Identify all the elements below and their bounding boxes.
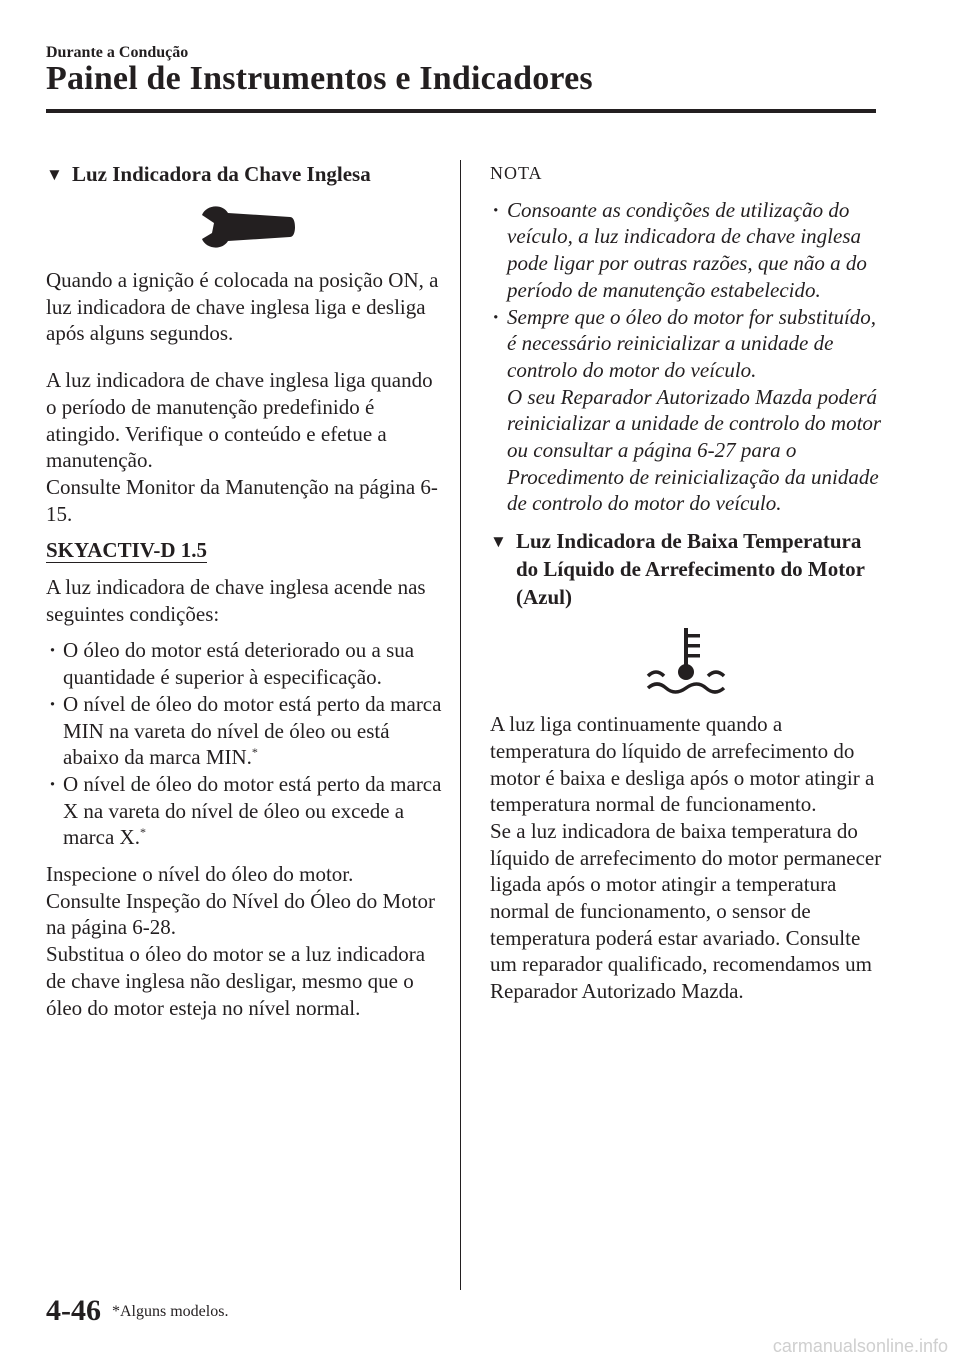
list-item: · Sempre que o óleo do motor for substituído, é necessário reinicializar a unidade de controlo do motor do veículo. O seu Reparador Autorizado Mazda poderá reinicializar a unidade de controlo do motor ou consultar a página 6-27 para o Procedimento de reinicialização da unidade de controlo do motor do veículo. bbox=[490, 304, 882, 518]
chapter-title: Painel de Instrumentos e Indicadores bbox=[46, 60, 593, 97]
coolant-section-heading bbox=[490, 527, 882, 611]
skyactiv-paragraph-1: Inspecione o nível do óleo do motor. bbox=[46, 862, 354, 887]
wrench-heading-text: Luz Indicadora da Chave Inglesa bbox=[72, 162, 371, 186]
left-column bbox=[46, 160, 446, 1021]
skyactiv-subheading: SKYACTIV-D 1.5 bbox=[46, 538, 208, 563]
section-label: Durante a Condução bbox=[46, 44, 189, 61]
coolant-paragraph-2: Se a luz indicadora de baixa temperatura do líquido de arrefecimento do motor permanecer ligada após o motor atingir a temperatura normal de funcionamento, o sensor de temperatura poderá estar avariado. Consulte um reparador qualificado, recomendamos um Reparador Autorizado Mazda. bbox=[490, 818, 882, 1004]
coolant-heading-text: Luz Indicadora de Baixa Temperatura do Líquido de Arrefecimento do Motor (Azul) bbox=[516, 529, 865, 610]
right-column bbox=[490, 160, 882, 1005]
wrench-paragraph-3: Consulte Monitor da Manutenção na página 6-15. bbox=[46, 474, 438, 526]
list-item: · O óleo do motor está deteriorado ou a sua quantidade é superior à especificação. bbox=[46, 637, 446, 690]
page-number: 4-46 bbox=[46, 1294, 101, 1327]
nota-bullet-list bbox=[490, 197, 882, 517]
list-item: · Consoante as condições de utilização do veículo, a luz indicadora de chave inglesa pode ligar por outras razões, que não a do período de manutenção estabelecido. bbox=[490, 197, 882, 304]
skyactiv-paragraph-2: Consulte Inspeção do Nível do Óleo do Motor na página 6-28. bbox=[46, 888, 436, 940]
skyactiv-intro: A luz indicadora de chave inglesa acende nas seguintes condições: bbox=[46, 575, 426, 626]
coolant-paragraph-1: A luz liga continuamente quando a temperatura do líquido de arrefecimento do motor é baixa e desliga após o motor atingir a temperatura normal de funcionamento. bbox=[490, 712, 875, 817]
column-divider bbox=[460, 160, 461, 1290]
watermark: carmanualsonline.info bbox=[772, 1336, 948, 1356]
triangle-marker-icon: ▼ bbox=[490, 532, 507, 552]
skyactiv-paragraph-3: Substitua o óleo do motor se a luz indicadora de chave inglesa não desligar, mesmo que o óleo do motor esteja no nível normal. bbox=[46, 942, 426, 1020]
wrench-paragraph-2: A luz indicadora de chave inglesa liga quando o período de manutenção predefinido é atingido. Verifique o conteúdo e efetue a manutenção. bbox=[46, 368, 433, 473]
nota-label: NOTA bbox=[490, 163, 543, 183]
list-item: · O nível de óleo do motor está perto da marca MIN na vareta do nível de óleo ou está abaixo da marca MIN.* bbox=[46, 691, 446, 771]
wrench-paragraph-1: Quando a ignição é colocada na posição ON, a luz indicadora de chave inglesa liga e desliga após alguns segundos. bbox=[46, 268, 439, 346]
header-rule bbox=[46, 109, 876, 113]
coolant-temperature-icon bbox=[490, 611, 882, 711]
footnote: *Alguns modelos. bbox=[112, 1303, 229, 1320]
skyactiv-bullet-list bbox=[46, 637, 446, 851]
list-item: · O nível de óleo do motor está perto da marca X na vareta do nível de óleo ou excede a marca X.* bbox=[46, 771, 446, 851]
triangle-marker-icon: ▼ bbox=[46, 165, 63, 184]
wrench-section-heading bbox=[46, 160, 446, 189]
wrench-icon bbox=[46, 189, 446, 267]
